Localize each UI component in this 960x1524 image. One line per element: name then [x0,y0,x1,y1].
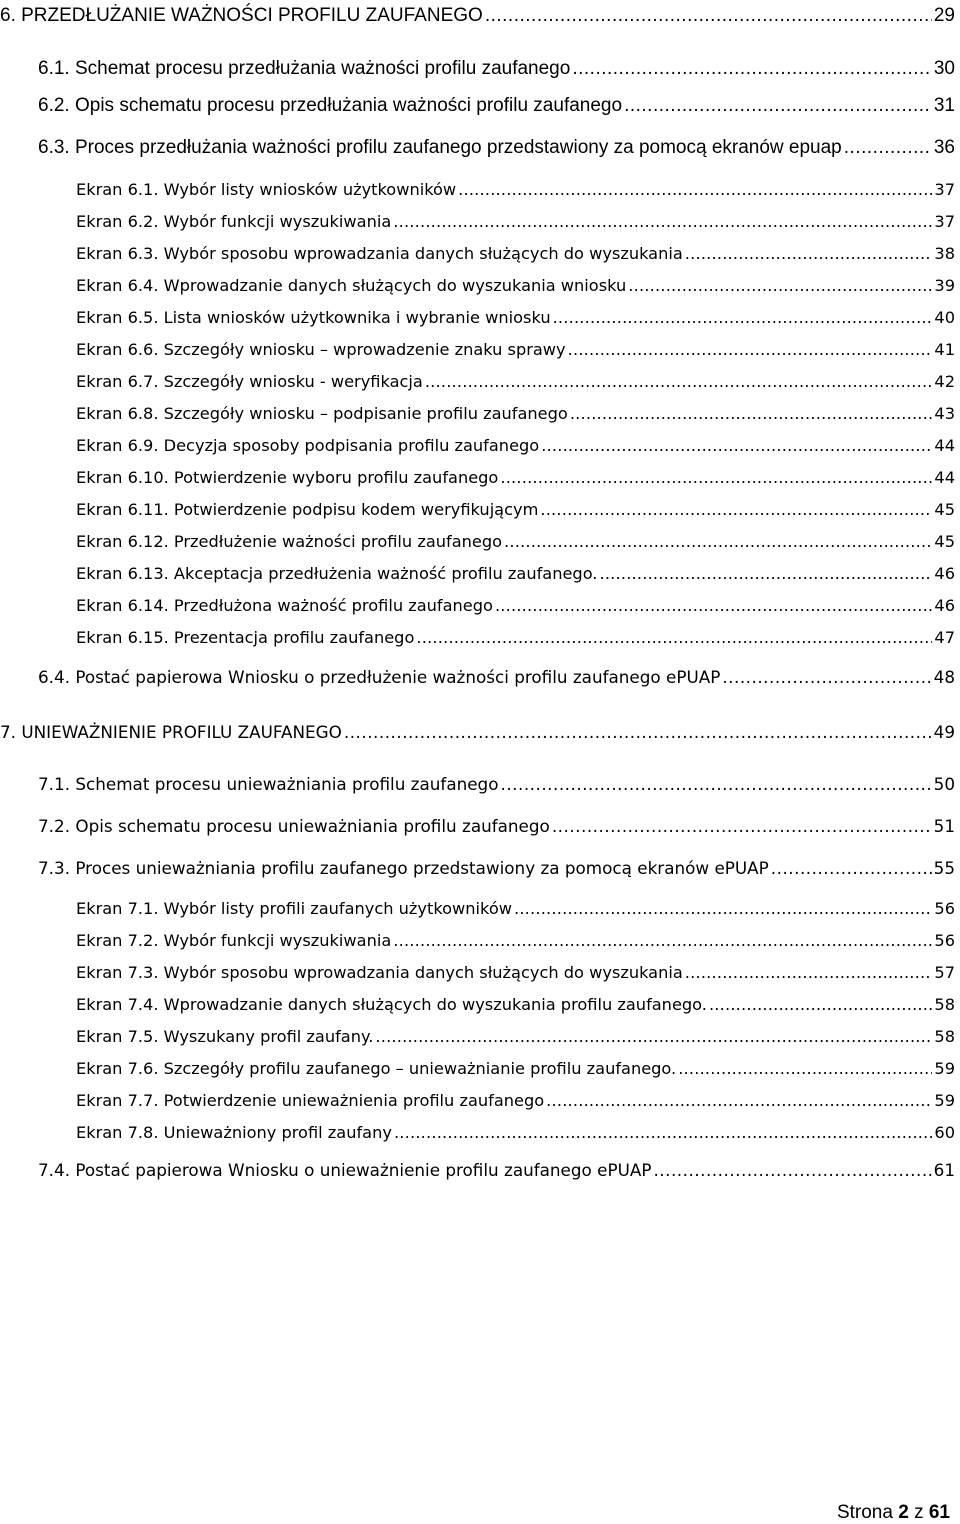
toc-dot-leader [500,466,932,490]
toc-entry[interactable] [76,242,955,266]
toc-entry[interactable] [76,402,955,426]
toc-dot-leader [393,210,932,234]
toc-entry-title: Ekran 6.7. Szczegóły wniosku - weryfikacja [76,372,423,391]
toc-entry[interactable] [76,562,955,586]
toc-entry[interactable] [76,961,955,985]
toc-entry[interactable] [76,338,955,362]
toc-entry[interactable] [76,897,955,921]
toc-entry[interactable] [76,530,955,554]
toc-dot-leader [552,814,932,838]
toc-entry[interactable] [76,929,955,953]
toc-entry-title: 7.1. Schemat procesu unieważniania profilu zaufanego [38,774,499,794]
toc-dot-leader [375,1025,932,1049]
toc-entry[interactable] [76,1057,955,1081]
toc-entry[interactable] [76,178,955,202]
toc-entry-page-number: 48 [933,667,955,687]
toc-entry-title: Ekran 7.8. Unieważniony profil zaufany [76,1123,392,1142]
toc-dot-leader [540,498,932,522]
toc-entry-page-number: 30 [933,58,955,79]
toc-dot-leader [425,370,933,394]
toc-entry-page-number: 45 [934,532,955,551]
toc-dot-leader [685,242,933,266]
toc-entry[interactable] [38,136,955,160]
toc-entry-page-number: 43 [934,404,955,423]
toc-entry-title: Ekran 6.2. Wybór funkcji wyszukiwania [76,212,392,231]
toc-entry-title: Ekran 6.9. Decyzja sposoby podpisania profilu zaufanego [76,436,540,455]
toc-dot-leader [485,4,932,28]
toc-entry-title: Ekran 6.14. Przedłużona ważność profilu zaufanego [76,596,493,615]
toc-entry-title: 6.3. Proces przedłużania ważności profilu zaufanego przedstawiony za pomocą ekranów epuap [38,137,842,158]
toc-entry-title: Ekran 7.7. Potwierdzenie unieważnienia profilu zaufanego [76,1091,545,1110]
toc-entry-page-number: 44 [934,436,955,455]
total-pages-number: 61 [928,1502,950,1523]
toc-dot-leader [685,961,933,985]
toc-dot-leader [570,402,933,426]
toc-entry-page-number: 56 [934,931,955,950]
toc-entry[interactable] [76,993,955,1017]
toc-entry-page-number: 42 [934,372,955,391]
toc-entry-title: 6.2. Opis schematu procesu przedłużania ważności profilu zaufanego [38,95,623,116]
toc-entry-title: Ekran 6.13. Akceptacja przedłużenia ważność profilu zaufanego. [76,564,598,583]
toc-entry-page-number: 45 [934,500,955,519]
toc-entry-title: Ekran 6.3. Wybór sposobu wprowadzania danych służących do wyszukania [76,244,683,263]
toc-entry[interactable] [0,4,955,28]
toc-dot-leader [344,720,932,744]
toc-entry-title: Ekran 6.8. Szczegóły wniosku – podpisanie profilu zaufanego [76,404,568,423]
toc-entry[interactable] [38,814,955,838]
toc-entry-title: 7.4. Postać papierowa Wniosku o unieważnienie profilu zaufanego ePUAP [38,1160,652,1180]
toc-entry[interactable] [0,720,955,744]
toc-entry-title: 6. PRZEDŁUŻANIE WAŻNOŚCI PROFILU ZAUFANEGO [0,5,483,26]
toc-entry-page-number: 59 [934,1059,955,1078]
footer-label: Strona [836,1502,893,1523]
toc-dot-leader [628,274,932,298]
toc-entry[interactable] [38,665,955,689]
toc-entry[interactable] [76,434,955,458]
toc-entry[interactable] [76,370,955,394]
toc-dot-leader [844,136,932,160]
toc-entry[interactable] [38,94,955,118]
toc-entry-page-number: 36 [933,137,955,158]
toc-dot-leader [709,993,932,1017]
toc-entry-title: Ekran 6.10. Potwierdzenie wyboru profilu zaufanego [76,468,499,487]
toc-dot-leader [504,530,932,554]
toc-entry-title: Ekran 7.2. Wybór funkcji wyszukiwania [76,931,392,950]
toc-entry-page-number: 44 [934,468,955,487]
toc-entry-page-number: 56 [934,899,955,918]
toc-dot-leader [416,626,932,650]
toc-entry-page-number: 50 [933,774,955,794]
toc-entry-page-number: 31 [933,95,955,116]
toc-dot-leader [771,856,932,880]
page-footer [837,1502,950,1524]
toc-entry-page-number: 59 [934,1091,955,1110]
toc-entry-page-number: 38 [934,244,955,263]
toc-entry-title: 7.2. Opis schematu procesu unieważniania profilu zaufanego [38,816,550,836]
toc-dot-leader [458,178,932,202]
toc-entry-title: Ekran 6.12. Przedłużenie ważności profilu zaufanego [76,532,503,551]
toc-entry-page-number: 57 [934,963,955,982]
toc-entry[interactable] [38,856,955,880]
toc-entry-title: Ekran 6.4. Wprowadzanie danych służących do wyszukania wniosku [76,276,627,295]
toc-dot-leader [572,57,932,81]
toc-entry[interactable] [76,1089,955,1113]
toc-entry-page-number: 49 [933,722,955,742]
toc-entry-title: 6.4. Postać papierowa Wniosku o przedłużenie ważności profilu zaufanego ePUAP [38,667,721,687]
toc-entry[interactable] [38,1158,955,1182]
toc-entry[interactable] [76,594,955,618]
toc-entry-title: Ekran 6.1. Wybór listy wniosków użytkowników [76,180,457,199]
toc-entry[interactable] [38,772,955,796]
toc-entry-page-number: 37 [934,180,955,199]
toc-entry-title: Ekran 7.4. Wprowadzanie danych służących do wyszukania profilu zaufanego. [76,995,707,1014]
toc-entry-title: 6.1. Schemat procesu przedłużania ważności profilu zaufanego [38,58,571,79]
toc-entry-page-number: 51 [933,816,955,836]
toc-dot-leader [599,562,932,586]
toc-entry-title: 7.3. Proces unieważniania profilu zaufanego przedstawiony za pomocą ekranów ePUAP [38,858,769,878]
toc-entry-title: 7. UNIEWAŻNIENIE PROFILU ZAUFANEGO [0,722,342,742]
toc-entry-page-number: 39 [934,276,955,295]
toc-entry[interactable] [76,626,955,650]
toc-entry[interactable] [76,466,955,490]
toc-entry-page-number: 55 [933,858,955,878]
toc-dot-leader [500,772,931,796]
toc-entry[interactable] [76,306,955,330]
toc-entry-page-number: 41 [934,340,955,359]
toc-entry-page-number: 61 [933,1160,955,1180]
toc-entry-page-number: 29 [933,5,955,26]
toc-dot-leader [541,434,932,458]
footer-separator: z [914,1502,924,1523]
toc-entry[interactable] [76,498,955,522]
toc-dot-leader [546,1089,932,1113]
toc-dot-leader [393,929,932,953]
toc-entry-page-number: 58 [934,1027,955,1046]
toc-dot-leader [568,338,933,362]
toc-entry-page-number: 58 [934,995,955,1014]
toc-entry[interactable] [76,274,955,298]
toc-entry-page-number: 46 [934,564,955,583]
toc-dot-leader [394,1121,932,1145]
toc-entry-page-number: 60 [934,1123,955,1142]
toc-entry-page-number: 40 [934,308,955,327]
toc-entry[interactable] [76,1121,955,1145]
toc-entry[interactable] [38,57,955,81]
toc-entry[interactable] [76,1025,955,1049]
toc-entry-title: Ekran 7.6. Szczegóły profilu zaufanego – unieważnianie profilu zaufanego. [76,1059,677,1078]
toc-dot-leader [653,1158,931,1182]
toc-dot-leader [624,94,932,118]
toc-dot-leader [514,897,932,921]
toc-entry-title: Ekran 7.3. Wybór sposobu wprowadzania danych służących do wyszukania [76,963,683,982]
toc-entry-page-number: 47 [934,628,955,647]
toc-dot-leader [495,594,932,618]
toc-entry-title: Ekran 7.1. Wybór listy profili zaufanych użytkowników [76,899,512,918]
toc-entry-page-number: 37 [934,212,955,231]
toc-dot-leader [722,665,931,689]
toc-dot-leader [553,306,933,330]
toc-entry-title: Ekran 6.15. Prezentacja profilu zaufanego [76,628,415,647]
toc-entry-title: Ekran 6.6. Szczegóły wniosku – wprowadzenie znaku sprawy [76,340,566,359]
current-page-number: 2 [898,1502,909,1523]
toc-entry-title: Ekran 6.11. Potwierdzenie podpisu kodem weryfikującym [76,500,539,519]
toc-entry[interactable] [76,210,955,234]
toc-entry-title: Ekran 6.5. Lista wniosków użytkownika i wybranie wniosku [76,308,551,327]
toc-entry-page-number: 46 [934,596,955,615]
toc-entry-title: Ekran 7.5. Wyszukany profil zaufany. [76,1027,374,1046]
toc-dot-leader [678,1057,932,1081]
